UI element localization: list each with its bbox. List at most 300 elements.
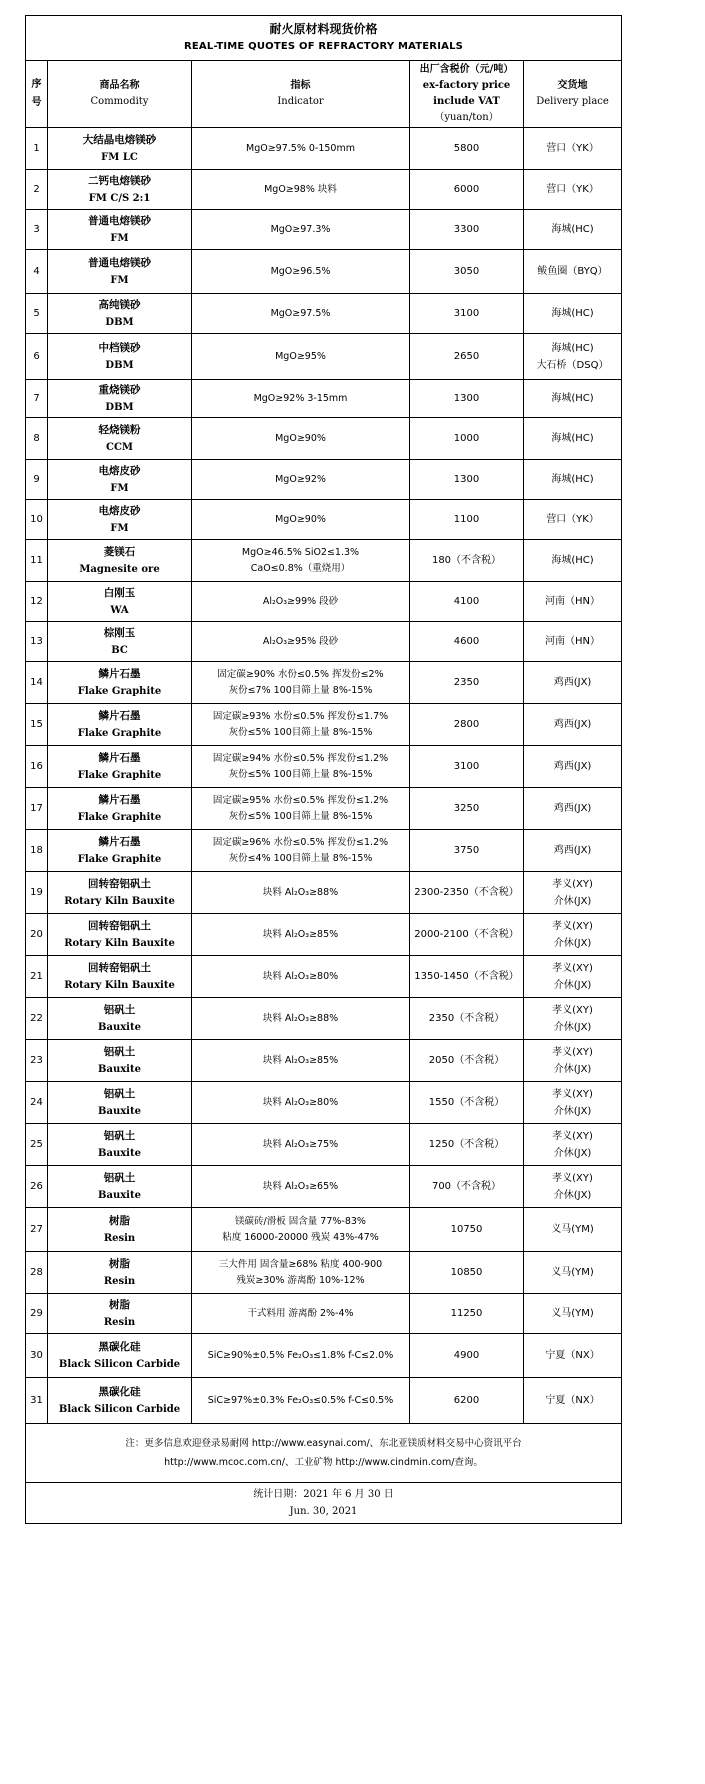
table-row — [26, 956, 622, 998]
date-row — [26, 1483, 622, 1524]
delivery-line: 宁夏（NX） — [545, 1395, 600, 1406]
header-price-line: ex-factory price — [422, 80, 511, 91]
commodity-name-en: DBM — [105, 359, 134, 371]
commodity-name-cn: 回转窑铝矾土 — [88, 877, 151, 890]
commodity-cell — [48, 622, 192, 662]
commodity-name-en: FM — [110, 232, 129, 244]
commodity-name-cn: 铝矾土 — [103, 1045, 136, 1058]
commodity-name-cn: 普通电熔镁砂 — [88, 214, 151, 227]
delivery-line: 孝义(XY) — [552, 878, 593, 890]
price-cell: 5800 — [410, 128, 524, 170]
price-cell: 10850 — [410, 1252, 524, 1294]
table-row — [26, 210, 622, 250]
indicator-cell — [192, 1208, 410, 1252]
header-delivery — [524, 61, 622, 128]
commodity-cell — [48, 1378, 192, 1424]
delivery-line: 海城(HC) — [551, 224, 594, 235]
price-cell: 2350（不含税） — [410, 998, 524, 1040]
commodity-name-cn: 树脂 — [109, 1298, 130, 1311]
delivery-cell — [524, 830, 622, 872]
indicator-line: 块料 Al₂O₃≥85% — [262, 1054, 339, 1066]
delivery-cell — [524, 250, 622, 294]
indicator-line: 灰份≤5% 100目筛上量 8%-15% — [228, 726, 373, 738]
header-row — [26, 61, 622, 128]
commodity-name-en: FM — [110, 482, 129, 494]
commodity-cell — [48, 582, 192, 622]
commodity-cell — [48, 418, 192, 460]
indicator-cell — [192, 1124, 410, 1166]
row-number: 20 — [26, 914, 48, 956]
price-cell: 3050 — [410, 250, 524, 294]
header-price-line: （yuan/ton） — [434, 112, 499, 123]
delivery-line: 孝义(XY) — [552, 920, 593, 932]
row-number: 13 — [26, 622, 48, 662]
header-price-line: include VAT — [433, 96, 500, 107]
table-title — [26, 16, 622, 61]
table-row — [26, 1082, 622, 1124]
row-number: 2 — [26, 170, 48, 210]
commodity-name-en: DBM — [105, 401, 134, 413]
header-price-line: 出厂含税价（元/吨） — [419, 64, 514, 75]
delivery-cell — [524, 500, 622, 540]
delivery-line: 海城(HC) — [551, 342, 594, 354]
table-row — [26, 622, 622, 662]
delivery-line: 营口（YK） — [546, 143, 599, 154]
table-row — [26, 1166, 622, 1208]
delivery-cell — [524, 380, 622, 418]
table-row — [26, 830, 622, 872]
table-row — [26, 1040, 622, 1082]
row-number: 19 — [26, 872, 48, 914]
commodity-cell — [48, 788, 192, 830]
indicator-line: 块料 Al₂O₃≥80% — [262, 970, 339, 982]
delivery-cell — [524, 704, 622, 746]
note-cell — [26, 1424, 622, 1483]
header-delivery-en: Delivery place — [536, 96, 609, 107]
indicator-line: 残炭≥30% 游离酚 10%-12% — [236, 1274, 365, 1286]
commodity-name-en: Black Silicon Carbide — [58, 1403, 181, 1415]
commodity-name-cn: 铝矾土 — [103, 1171, 136, 1184]
title-cn: 耐火原材料现货价格 — [269, 22, 378, 36]
commodity-cell — [48, 540, 192, 582]
indicator-line: MgO≥92% 3-15mm — [253, 392, 348, 404]
price-cell: 2050（不含税） — [410, 1040, 524, 1082]
indicator-line: 块料 Al₂O₃≥88% — [262, 886, 339, 898]
indicator-cell — [192, 128, 410, 170]
commodity-name-en: Flake Graphite — [77, 853, 162, 865]
commodity-name-en: BC — [111, 644, 128, 656]
row-number: 11 — [26, 540, 48, 582]
commodity-name-cn: 普通电熔镁砂 — [88, 256, 151, 269]
delivery-line: 介休(JX) — [553, 895, 592, 907]
indicator-line: MgO≥97.5% — [270, 307, 331, 319]
delivery-line: 孝义(XY) — [552, 962, 593, 974]
header-indicator-en: Indicator — [277, 96, 324, 107]
indicator-line: MgO≥92% — [275, 473, 326, 485]
commodity-name-cn: 鳞片石墨 — [98, 751, 141, 764]
title-en: REAL-TIME QUOTES OF REFRACTORY MATERIALS — [184, 41, 464, 52]
commodity-cell — [48, 998, 192, 1040]
delivery-line: 孝义(XY) — [552, 1172, 593, 1184]
table-row — [26, 334, 622, 380]
table-row — [26, 872, 622, 914]
price-cell: 3250 — [410, 788, 524, 830]
commodity-cell — [48, 294, 192, 334]
table-row — [26, 1252, 622, 1294]
row-number: 15 — [26, 704, 48, 746]
indicator-line: 固定碳≥96% 水份≤0.5% 挥发份≤1.2% — [212, 836, 389, 848]
delivery-cell — [524, 210, 622, 250]
row-number: 12 — [26, 582, 48, 622]
delivery-cell — [524, 334, 622, 380]
date-cn: 统计日期：2021 年 6 月 30 日 — [253, 1489, 394, 1500]
table-row — [26, 540, 622, 582]
header-commodity — [48, 61, 192, 128]
indicator-line: 灰份≤5% 100目筛上量 8%-15% — [228, 810, 373, 822]
row-number: 24 — [26, 1082, 48, 1124]
commodity-name-cn: 电熔皮砂 — [98, 464, 141, 477]
delivery-cell — [524, 418, 622, 460]
table-row — [26, 380, 622, 418]
indicator-line: 镁碳砖/滑板 固含量 77%-83% — [235, 1215, 366, 1227]
commodity-name-cn: 高纯镁砂 — [98, 298, 141, 311]
indicator-cell — [192, 830, 410, 872]
delivery-line: 介休(JX) — [553, 937, 592, 949]
delivery-cell — [524, 622, 622, 662]
price-cell: 3750 — [410, 830, 524, 872]
indicator-cell — [192, 582, 410, 622]
commodity-name-cn: 菱镁石 — [103, 545, 136, 558]
indicator-line: 灰份≤7% 100目筛上量 8%-15% — [228, 684, 373, 696]
delivery-cell — [524, 294, 622, 334]
commodity-name-en: Resin — [103, 1232, 136, 1244]
delivery-cell — [524, 998, 622, 1040]
rows-body — [26, 128, 622, 1424]
indicator-cell — [192, 170, 410, 210]
row-number: 26 — [26, 1166, 48, 1208]
commodity-name-en: Resin — [103, 1316, 136, 1328]
commodity-name-cn: 回转窑铝矾土 — [88, 919, 151, 932]
date-en: Jun. 30, 2021 — [289, 1506, 358, 1517]
table-row — [26, 418, 622, 460]
delivery-line: 鸡西(JX) — [553, 845, 592, 856]
indicator-cell — [192, 1252, 410, 1294]
commodity-cell — [48, 1124, 192, 1166]
commodity-name-cn: 轻烧镁粉 — [98, 423, 141, 436]
price-cell: 1300 — [410, 460, 524, 500]
commodity-name-en: FM C/S 2:1 — [88, 192, 151, 204]
commodity-name-cn: 铝矾土 — [103, 1087, 136, 1100]
price-cell: 4100 — [410, 582, 524, 622]
row-number: 30 — [26, 1334, 48, 1378]
commodity-cell — [48, 914, 192, 956]
indicator-line: 块料 Al₂O₃≥80% — [262, 1096, 339, 1108]
indicator-line: 块料 Al₂O₃≥75% — [262, 1138, 339, 1150]
indicator-cell — [192, 662, 410, 704]
row-number: 25 — [26, 1124, 48, 1166]
price-cell: 1100 — [410, 500, 524, 540]
indicator-line: 固定碳≥94% 水份≤0.5% 挥发份≤1.2% — [212, 752, 389, 764]
commodity-cell — [48, 210, 192, 250]
delivery-line: 鸡西(JX) — [553, 803, 592, 814]
commodity-cell — [48, 334, 192, 380]
commodity-cell — [48, 380, 192, 418]
indicator-cell — [192, 788, 410, 830]
delivery-line: 鸡西(JX) — [553, 719, 592, 730]
header-commodity-cn: 商品名称 — [99, 80, 140, 91]
delivery-line: 介休(JX) — [553, 1189, 592, 1201]
price-cell: 700（不含税） — [410, 1166, 524, 1208]
indicator-line: 固定碳≥93% 水份≤0.5% 挥发份≤1.7% — [212, 710, 389, 722]
row-number: 7 — [26, 380, 48, 418]
price-cell: 2000-2100（不含税） — [410, 914, 524, 956]
delivery-line: 鸡西(JX) — [553, 761, 592, 772]
indicator-cell — [192, 294, 410, 334]
indicator-cell — [192, 460, 410, 500]
table-row — [26, 170, 622, 210]
delivery-cell — [524, 1082, 622, 1124]
commodity-name-en: FM — [110, 522, 129, 534]
row-number: 18 — [26, 830, 48, 872]
commodity-cell — [48, 1334, 192, 1378]
commodity-name-cn: 大结晶电熔镁砂 — [82, 133, 157, 146]
commodity-name-cn: 白刚玉 — [103, 586, 136, 599]
commodity-name-en: Magnesite ore — [79, 563, 160, 575]
price-cell: 11250 — [410, 1294, 524, 1334]
commodity-name-en: Bauxite — [98, 1063, 141, 1075]
header-commodity-en: Commodity — [90, 96, 149, 107]
row-number: 8 — [26, 418, 48, 460]
indicator-cell — [192, 1082, 410, 1124]
delivery-cell — [524, 746, 622, 788]
indicator-cell — [192, 418, 410, 460]
delivery-cell — [524, 662, 622, 704]
indicator-line: 块料 Al₂O₃≥88% — [262, 1012, 339, 1024]
price-cell: 3100 — [410, 746, 524, 788]
commodity-cell — [48, 704, 192, 746]
commodity-name-cn: 重烧镁砂 — [98, 383, 141, 396]
date-cell — [26, 1483, 622, 1524]
commodity-name-cn: 鳞片石墨 — [98, 667, 141, 680]
header-indicator — [192, 61, 410, 128]
delivery-line: 孝义(XY) — [552, 1088, 593, 1100]
price-table — [25, 15, 622, 1524]
price-cell: 2800 — [410, 704, 524, 746]
table-row — [26, 1334, 622, 1378]
row-number: 22 — [26, 998, 48, 1040]
delivery-line: 孝义(XY) — [552, 1130, 593, 1142]
delivery-line: 介休(JX) — [553, 979, 592, 991]
indicator-cell — [192, 540, 410, 582]
table-row — [26, 788, 622, 830]
row-number: 14 — [26, 662, 48, 704]
commodity-name-cn: 鳞片石墨 — [98, 709, 141, 722]
commodity-name-cn: 树脂 — [109, 1257, 130, 1270]
commodity-name-cn: 鳞片石墨 — [98, 793, 141, 806]
commodity-name-cn: 鳞片石墨 — [98, 835, 141, 848]
indicator-line: SiC≥90%±0.5% Fe₂O₃≤1.8% f-C≤2.0% — [207, 1349, 394, 1361]
delivery-cell — [524, 1294, 622, 1334]
delivery-cell — [524, 1166, 622, 1208]
table-row — [26, 914, 622, 956]
row-number: 6 — [26, 334, 48, 380]
commodity-name-cn: 铝矾土 — [103, 1003, 136, 1016]
indicator-line: MgO≥98% 块料 — [264, 183, 337, 195]
price-cell: 6000 — [410, 170, 524, 210]
price-cell: 1350-1450（不含税） — [410, 956, 524, 998]
indicator-cell — [192, 746, 410, 788]
commodity-cell — [48, 460, 192, 500]
table-row — [26, 460, 622, 500]
header-delivery-cn: 交货地 — [557, 80, 588, 91]
commodity-cell — [48, 830, 192, 872]
commodity-name-cn: 回转窑铝矾土 — [88, 961, 151, 974]
commodity-cell — [48, 1082, 192, 1124]
delivery-line: 营口（YK） — [546, 514, 599, 525]
indicator-line: MgO≥96.5% — [270, 265, 331, 277]
row-number: 16 — [26, 746, 48, 788]
note-line: http://www.mcoc.com.cn/、工业矿物 http://www.cindmin.com/查询。 — [164, 1457, 483, 1468]
price-cell: 6200 — [410, 1378, 524, 1424]
commodity-name-en: Flake Graphite — [77, 727, 162, 739]
commodity-cell — [48, 872, 192, 914]
delivery-cell — [524, 914, 622, 956]
commodity-name-cn: 铝矾土 — [103, 1129, 136, 1142]
indicator-line: 粘度 16000-20000 残炭 43%-47% — [222, 1231, 379, 1243]
price-cell: 3300 — [410, 210, 524, 250]
delivery-line: 宁夏（NX） — [545, 1350, 600, 1361]
note-row — [26, 1424, 622, 1483]
row-number: 4 — [26, 250, 48, 294]
commodity-name-en: Rotary Kiln Bauxite — [64, 895, 175, 907]
commodity-name-cn: 二钙电熔镁砂 — [88, 174, 151, 187]
delivery-line: 海城(HC) — [551, 308, 594, 319]
price-cell: 1250（不含税） — [410, 1124, 524, 1166]
delivery-line: 河南（HN） — [545, 596, 601, 607]
indicator-line: 干式料用 游离酚 2%-4% — [247, 1307, 354, 1319]
table-row — [26, 582, 622, 622]
row-number: 28 — [26, 1252, 48, 1294]
commodity-name-en: Black Silicon Carbide — [58, 1358, 181, 1370]
indicator-cell — [192, 956, 410, 998]
delivery-cell — [524, 170, 622, 210]
table-row — [26, 998, 622, 1040]
commodity-name-en: Resin — [103, 1275, 136, 1287]
commodity-name-cn: 棕刚玉 — [103, 626, 136, 639]
indicator-line: CaO≤0.8%（重烧用） — [250, 562, 351, 574]
delivery-line: 海城(HC) — [551, 555, 594, 566]
commodity-cell — [48, 956, 192, 998]
indicator-cell — [192, 1378, 410, 1424]
commodity-name-en: Flake Graphite — [77, 685, 162, 697]
commodity-cell — [48, 500, 192, 540]
delivery-line: 孝义(XY) — [552, 1046, 593, 1058]
delivery-cell — [524, 1124, 622, 1166]
delivery-cell — [524, 788, 622, 830]
indicator-cell — [192, 1040, 410, 1082]
commodity-name-en: Flake Graphite — [77, 811, 162, 823]
table-row — [26, 1208, 622, 1252]
delivery-line: 介休(JX) — [553, 1063, 592, 1075]
delivery-cell — [524, 1334, 622, 1378]
delivery-line: 营口（YK） — [546, 184, 599, 195]
commodity-name-en: Bauxite — [98, 1189, 141, 1201]
indicator-line: MgO≥97.3% — [270, 223, 331, 235]
delivery-line: 义马(YM) — [551, 1267, 594, 1278]
delivery-cell — [524, 540, 622, 582]
delivery-line: 介休(JX) — [553, 1147, 592, 1159]
row-number: 31 — [26, 1378, 48, 1424]
commodity-name-cn: 电熔皮砂 — [98, 504, 141, 517]
commodity-name-en: Rotary Kiln Bauxite — [64, 979, 175, 991]
indicator-cell — [192, 380, 410, 418]
commodity-cell — [48, 1166, 192, 1208]
title-row — [26, 16, 622, 61]
commodity-cell — [48, 1040, 192, 1082]
indicator-cell — [192, 250, 410, 294]
price-cell: 2350 — [410, 662, 524, 704]
indicator-cell — [192, 704, 410, 746]
commodity-name-en: Bauxite — [98, 1021, 141, 1033]
delivery-line: 河南（HN） — [545, 636, 601, 647]
price-cell: 1550（不含税） — [410, 1082, 524, 1124]
indicator-cell — [192, 1334, 410, 1378]
row-number: 5 — [26, 294, 48, 334]
indicator-line: MgO≥97.5% 0-150mm — [246, 142, 355, 154]
commodity-name-cn: 中档镁砂 — [98, 341, 141, 354]
commodity-name-cn: 黑碳化硅 — [98, 1340, 141, 1353]
indicator-line: 三大件用 固含量≥68% 粘度 400-900 — [218, 1258, 383, 1270]
price-cell: 4900 — [410, 1334, 524, 1378]
table-row — [26, 1378, 622, 1424]
delivery-cell — [524, 872, 622, 914]
indicator-line: SiC≥97%±0.3% Fe₂O₃≤0.5% f-C≤0.5% — [207, 1394, 394, 1406]
note-line: 注：更多信息欢迎登录易耐网 http://www.easynai.com/、东北亚镁质材料交易中心资讯平台 — [125, 1438, 522, 1449]
indicator-line: 灰份≤5% 100目筛上量 8%-15% — [228, 768, 373, 780]
price-cell: 2650 — [410, 334, 524, 380]
price-cell: 10750 — [410, 1208, 524, 1252]
row-number: 9 — [26, 460, 48, 500]
indicator-line: 固定碳≥90% 水份≤0.5% 挥发份≤2% — [217, 668, 384, 680]
row-number: 1 — [26, 128, 48, 170]
commodity-cell — [48, 1294, 192, 1334]
indicator-cell — [192, 914, 410, 956]
indicator-cell — [192, 334, 410, 380]
commodity-name-en: Bauxite — [98, 1105, 141, 1117]
price-cell: 3100 — [410, 294, 524, 334]
table-row — [26, 294, 622, 334]
indicator-line: 块料 Al₂O₃≥65% — [262, 1180, 339, 1192]
header-indicator-cn: 指标 — [290, 80, 311, 91]
indicator-line: Al₂O₃≥99% 段砂 — [262, 595, 339, 607]
indicator-line: MgO≥95% — [275, 350, 326, 362]
table-row — [26, 1294, 622, 1334]
commodity-name-en: Rotary Kiln Bauxite — [64, 937, 175, 949]
delivery-line: 孝义(XY) — [552, 1004, 593, 1016]
indicator-cell — [192, 210, 410, 250]
indicator-cell — [192, 998, 410, 1040]
commodity-cell — [48, 128, 192, 170]
indicator-line: MgO≥90% — [275, 432, 326, 444]
indicator-cell — [192, 622, 410, 662]
commodity-name-en: FM LC — [101, 151, 138, 163]
price-cell: 180（不含税） — [410, 540, 524, 582]
commodity-name-en: DBM — [105, 316, 134, 328]
indicator-line: Al₂O₃≥95% 段砂 — [262, 635, 339, 647]
commodity-name-en: CCM — [106, 441, 133, 453]
table-row — [26, 1124, 622, 1166]
table-row — [26, 662, 622, 704]
